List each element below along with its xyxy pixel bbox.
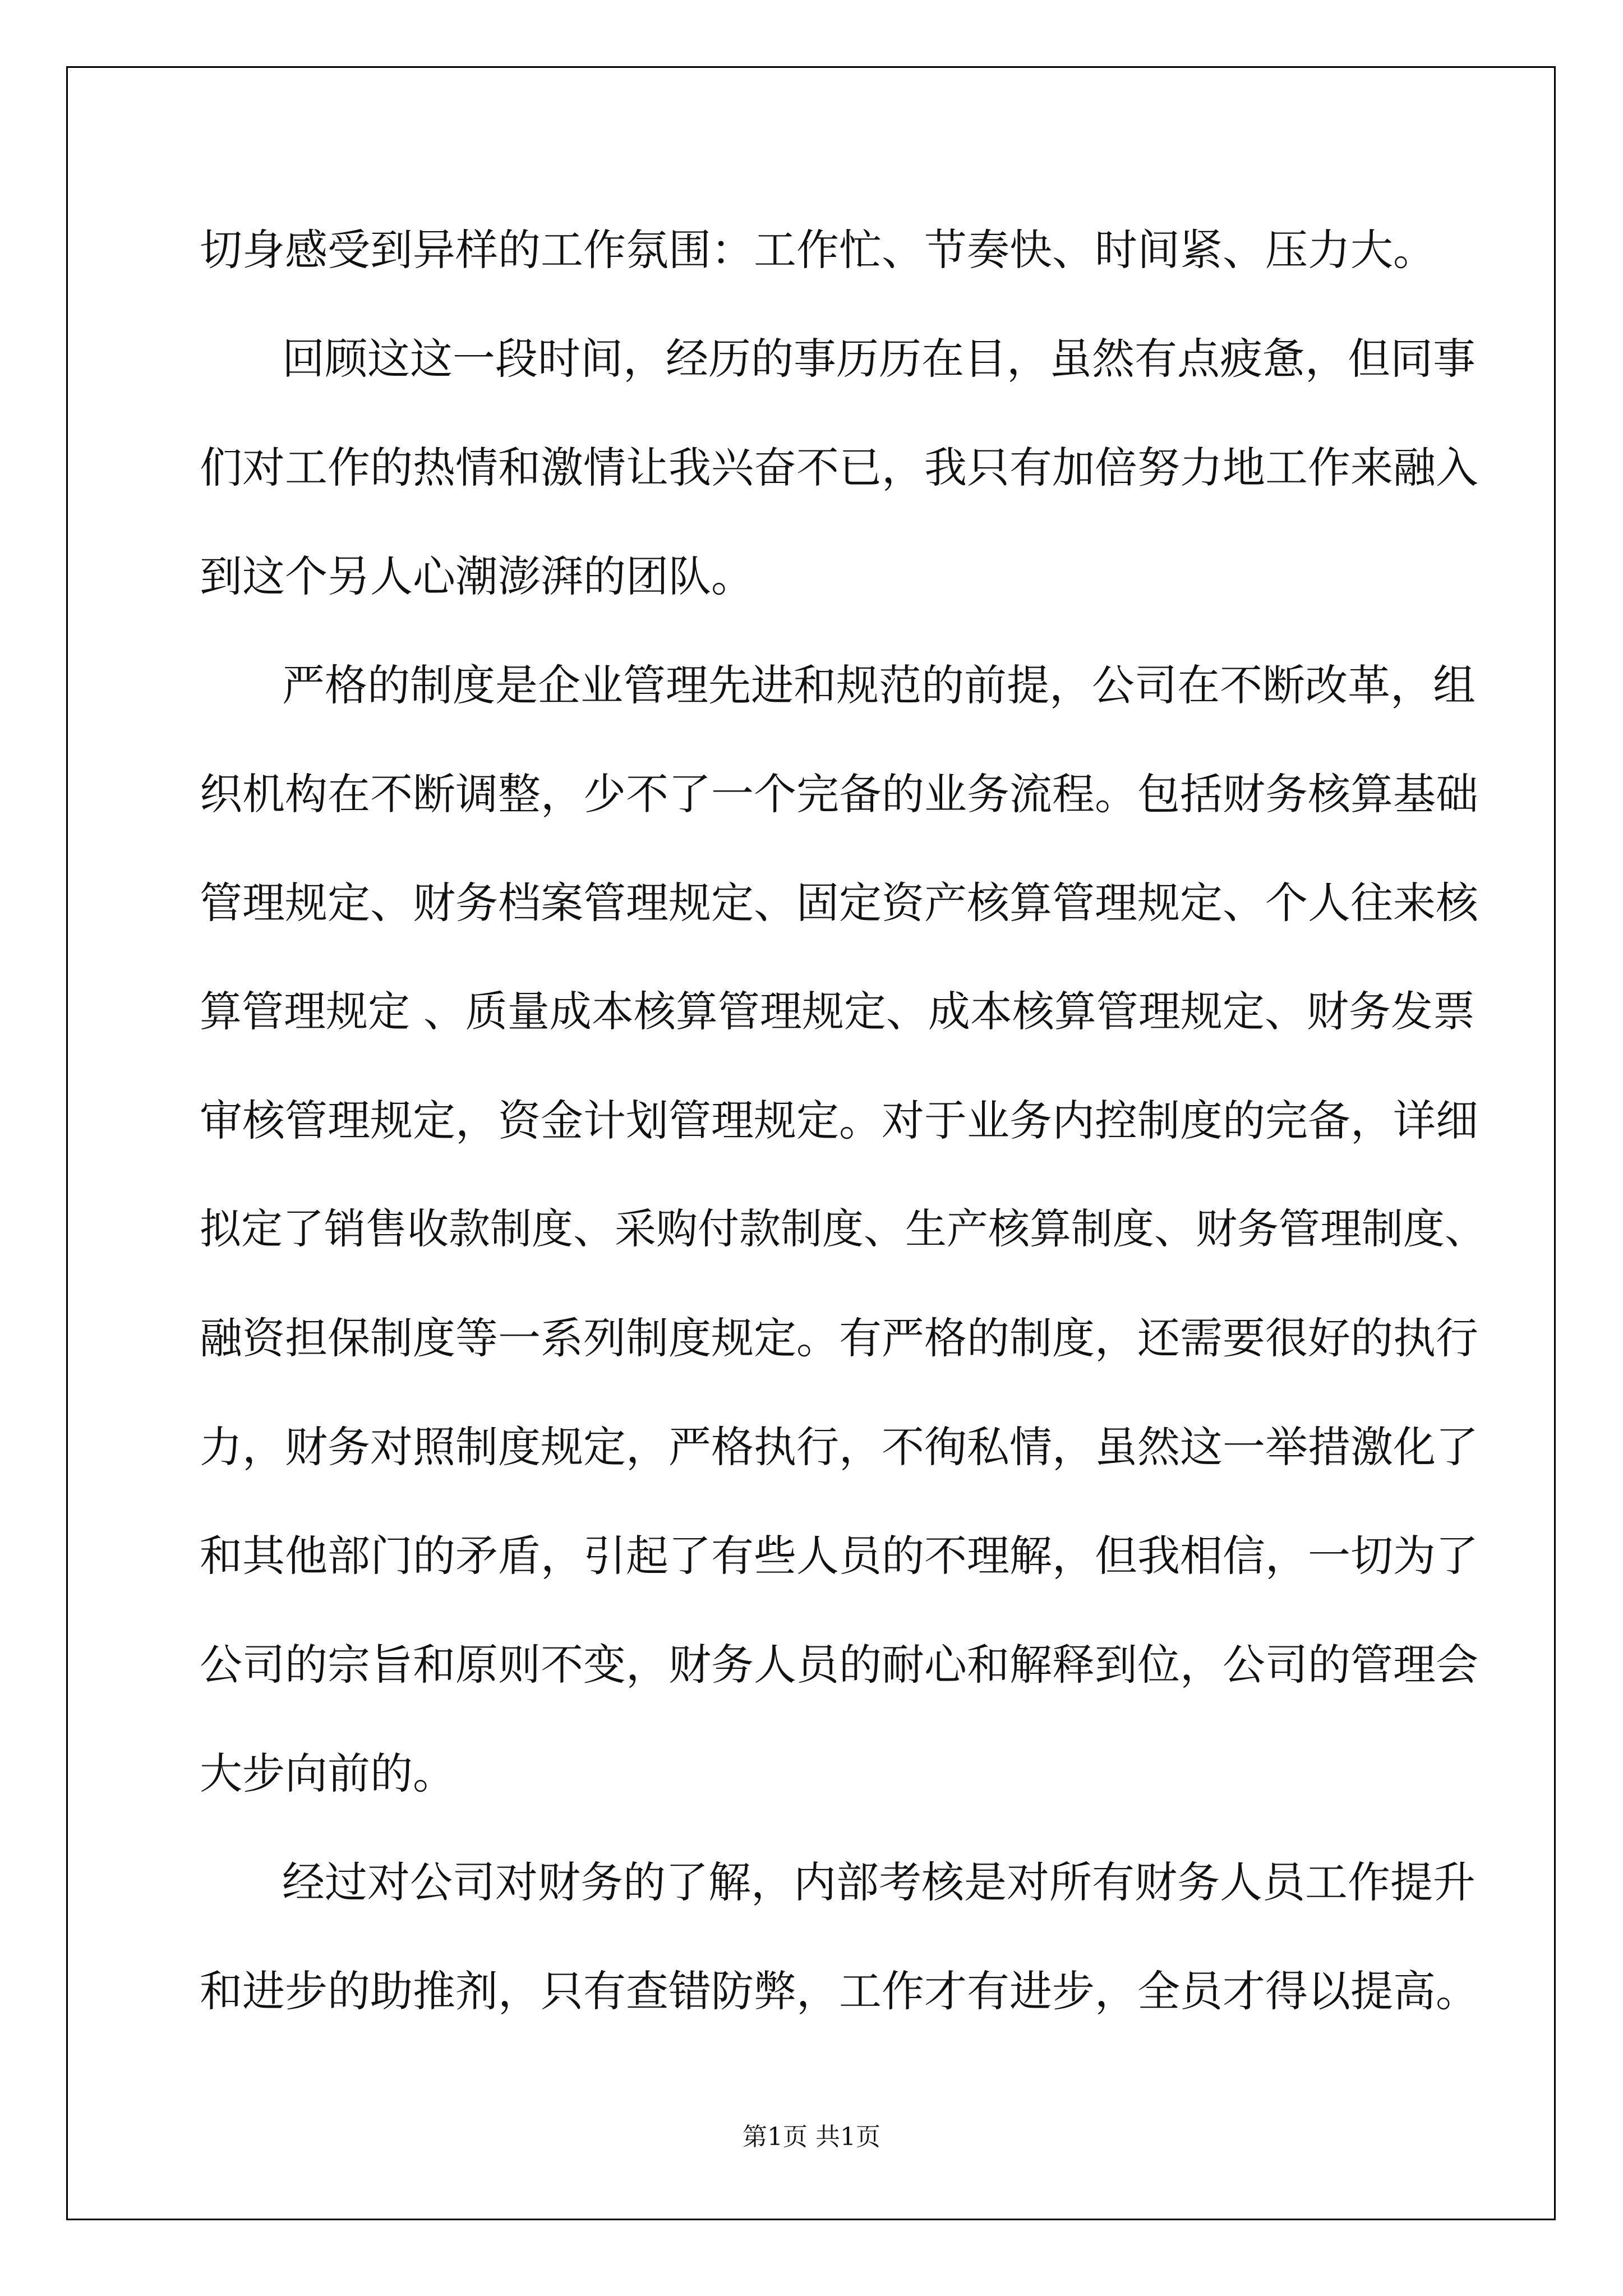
text-line-1: 切身感受到异样的工作氛围：工作忙、节奏快、时间紧、压力大。 — [200, 225, 1436, 275]
text-line-6: 织机构在不断调整，少不了一个完备的业务流程。包括财务核算基础 — [200, 769, 1478, 819]
text-line-13: 和其他部门的矛盾，引起了有些人员的不理解，但我相信，一切为了 — [200, 1531, 1478, 1581]
text-line-3: 们对工作的热情和激情让我兴奋不已，我只有加倍努力地工作来融入 — [200, 443, 1478, 493]
text-line-2: 回顾这这一段时间，经历的事历历在目，虽然有点疲惫，但同事 — [282, 334, 1476, 384]
text-line-5: 严格的制度是企业管理先进和规范的前提，公司在不断改革，组 — [282, 660, 1476, 710]
text-line-14: 公司的宗旨和原则不变，财务人员的耐心和解释到位，公司的管理会 — [200, 1640, 1478, 1690]
text-line-16: 经过对公司对财务的了解，内部考核是对所有财务人员工作提升 — [282, 1857, 1476, 1907]
text-line-4: 到这个另人心潮澎湃的团队。 — [200, 551, 754, 601]
text-line-10: 拟定了销售收款制度、采购付款制度、生产核算制度、财务管理制度、 — [200, 1205, 1486, 1253]
text-line-11: 融资担保制度等一系列制度规定。有严格的制度，还需要很好的执行 — [200, 1313, 1478, 1363]
text-line-12: 力，财务对照制度规定，严格执行，不徇私情，虽然这一举措激化了 — [200, 1422, 1478, 1472]
text-line-8: 算管理规定 、质量成本核算管理规定、成本核算管理规定、财务发票 — [200, 987, 1475, 1036]
page-footer: 第1页 共1页 — [743, 2123, 880, 2151]
text-line-17: 和进步的助推剂，只有查错防弊，工作才有进步，全员才得以提高。 — [200, 1966, 1478, 2016]
text-line-9: 审核管理规定，资金计划管理规定。对于业务内控制度的完备，详细 — [200, 1096, 1478, 1145]
text-line-15: 大步向前的。 — [200, 1749, 455, 1798]
text-line-7: 管理规定、财务档案管理规定、固定资产核算管理规定、个人往来核 — [200, 878, 1478, 928]
